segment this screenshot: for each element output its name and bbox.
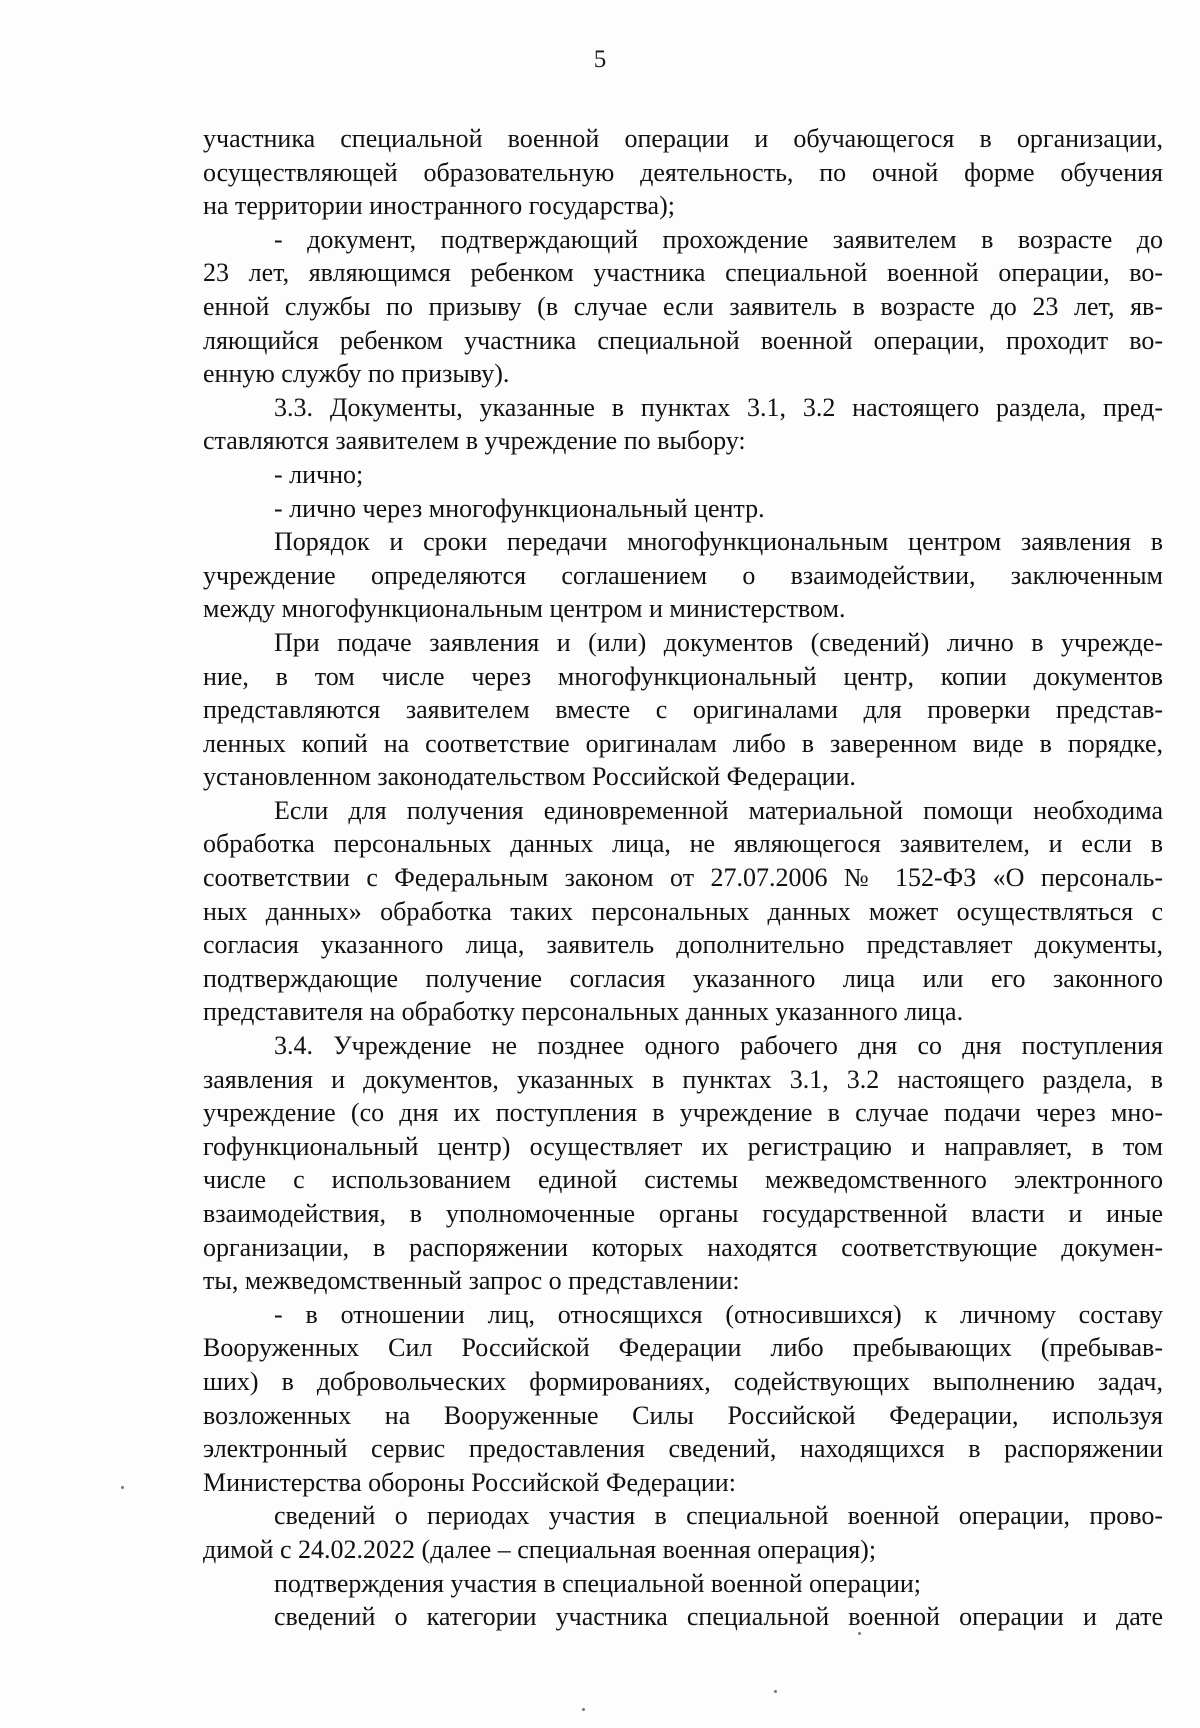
text-line: между многофункциональным центром и министерством. — [203, 594, 846, 624]
text-line: - лично через многофункциональный центр. — [274, 493, 765, 523]
scan-speck — [121, 1486, 124, 1489]
text-line: ных данных» обработка таких персональных данных может осуществляться с — [203, 896, 1163, 926]
text-line: организации, в распоряжении которых находятся соответствующие докумен- — [203, 1232, 1163, 1262]
text-line: соответствии с Федеральным законом от 27.07.2006 № 152-ФЗ «О персональ- — [203, 863, 1163, 893]
scan-speck — [858, 1632, 861, 1635]
text-line: - в отношении лиц, относящихся (относившихся) к личному составу — [274, 1299, 1163, 1329]
text-line: электронный сервис предоставления сведений, находящихся в распоряжении — [203, 1434, 1163, 1464]
text-line: димой с 24.02.2022 (далее – специальная военная операция); — [203, 1534, 877, 1564]
text-line: - документ, подтверждающий прохождение заявителем в возрасте до — [274, 224, 1163, 254]
text-line: - лично; — [274, 459, 364, 489]
scan-speck — [774, 1690, 777, 1693]
text-line: Министерства обороны Российской Федерации: — [203, 1467, 736, 1497]
text-line: ние, в том числе через многофункциональный центр, копии документов — [203, 661, 1163, 691]
text-line: Порядок и сроки передачи многофункциональным центром заявления в — [274, 527, 1163, 557]
text-line: обработка персональных данных лица, не являющегося заявителем, и если в — [203, 829, 1163, 859]
scan-speck — [582, 1708, 585, 1711]
text-line: ших) в добровольческих формированиях, содействующих выполнению задач, — [203, 1366, 1163, 1396]
text-line: представляются заявителем вместе с оригиналами для проверки представ- — [203, 695, 1163, 725]
page-number: 5 — [593, 46, 607, 73]
text-line: представителя на обработку персональных данных указанного лица. — [203, 997, 964, 1027]
text-line: на территории иностранного государства); — [203, 191, 675, 221]
text-line: возложенных на Вооруженные Силы Российской Федерации, используя — [203, 1400, 1163, 1430]
text-line: енную службу по призыву). — [203, 359, 510, 389]
text-line: ленных копий на соответствие оригиналам либо в заверенном виде в порядке, — [203, 728, 1163, 758]
text-line: сведений о категории участника специальной военной операции и дате — [274, 1602, 1163, 1632]
text-line: ставляются заявителем в учреждение по выбору: — [203, 426, 746, 456]
text-line: Вооруженных Сил Российской Федерации либо пребывающих (пребывав- — [203, 1333, 1163, 1363]
text-line: подтверждения участия в специальной военной операции; — [274, 1568, 922, 1598]
text-line: установленном законодательством Российской Федерации. — [203, 762, 856, 792]
text-line: заявления и документов, указанных в пунктах 3.1, 3.2 настоящего раздела, в — [203, 1064, 1163, 1094]
text-line: взаимодействия, в уполномоченные органы государственной власти и иные — [203, 1199, 1163, 1228]
text-line: учреждение определяются соглашением о взаимодействии, заключенным — [203, 560, 1163, 590]
text-line: участника специальной военной операции и обучающегося в организации, — [203, 124, 1163, 153]
text-line: числе с использованием единой системы межведомственного электронного — [203, 1165, 1163, 1195]
text-line: согласия указанного лица, заявитель дополнительно представляет документы, — [203, 930, 1163, 960]
text-line: 3.3. Документы, указанные в пунктах 3.1, 3.2 настоящего раздела, пред- — [274, 392, 1163, 422]
document-body — [203, 122, 1163, 1634]
text-line: сведений о периодах участия в специальной военной операции, прово- — [274, 1501, 1163, 1531]
text-line: учреждение (со дня их поступления в учреждение в случае подачи через мно- — [203, 1098, 1163, 1128]
text-line: енной службы по призыву (в случае если заявитель в возрасте до 23 лет, яв- — [203, 291, 1163, 321]
text-line: гофункциональный центр) осуществляет их регистрацию и направляет, в том — [203, 1131, 1163, 1161]
text-line: При подаче заявления и (или) документов (сведений) лично в учрежде- — [274, 627, 1163, 657]
text-line: подтверждающие получение согласия указанного лица или его законного — [203, 963, 1163, 993]
text-line: Если для получения единовременной материальной помощи необходима — [274, 795, 1163, 825]
text-line: осуществляющей образовательную деятельность, по очной форме обучения — [203, 157, 1163, 187]
text-line: 23 лет, являющимся ребенком участника специальной военной операции, во- — [203, 258, 1163, 288]
text-line: 3.4. Учреждение не позднее одного рабочего дня со дня поступления — [274, 1031, 1163, 1061]
text-line: ты, межведомственный запрос о представлении: — [203, 1266, 740, 1296]
text-line: ляющийся ребенком участника специальной военной операции, проходит во- — [203, 325, 1163, 355]
